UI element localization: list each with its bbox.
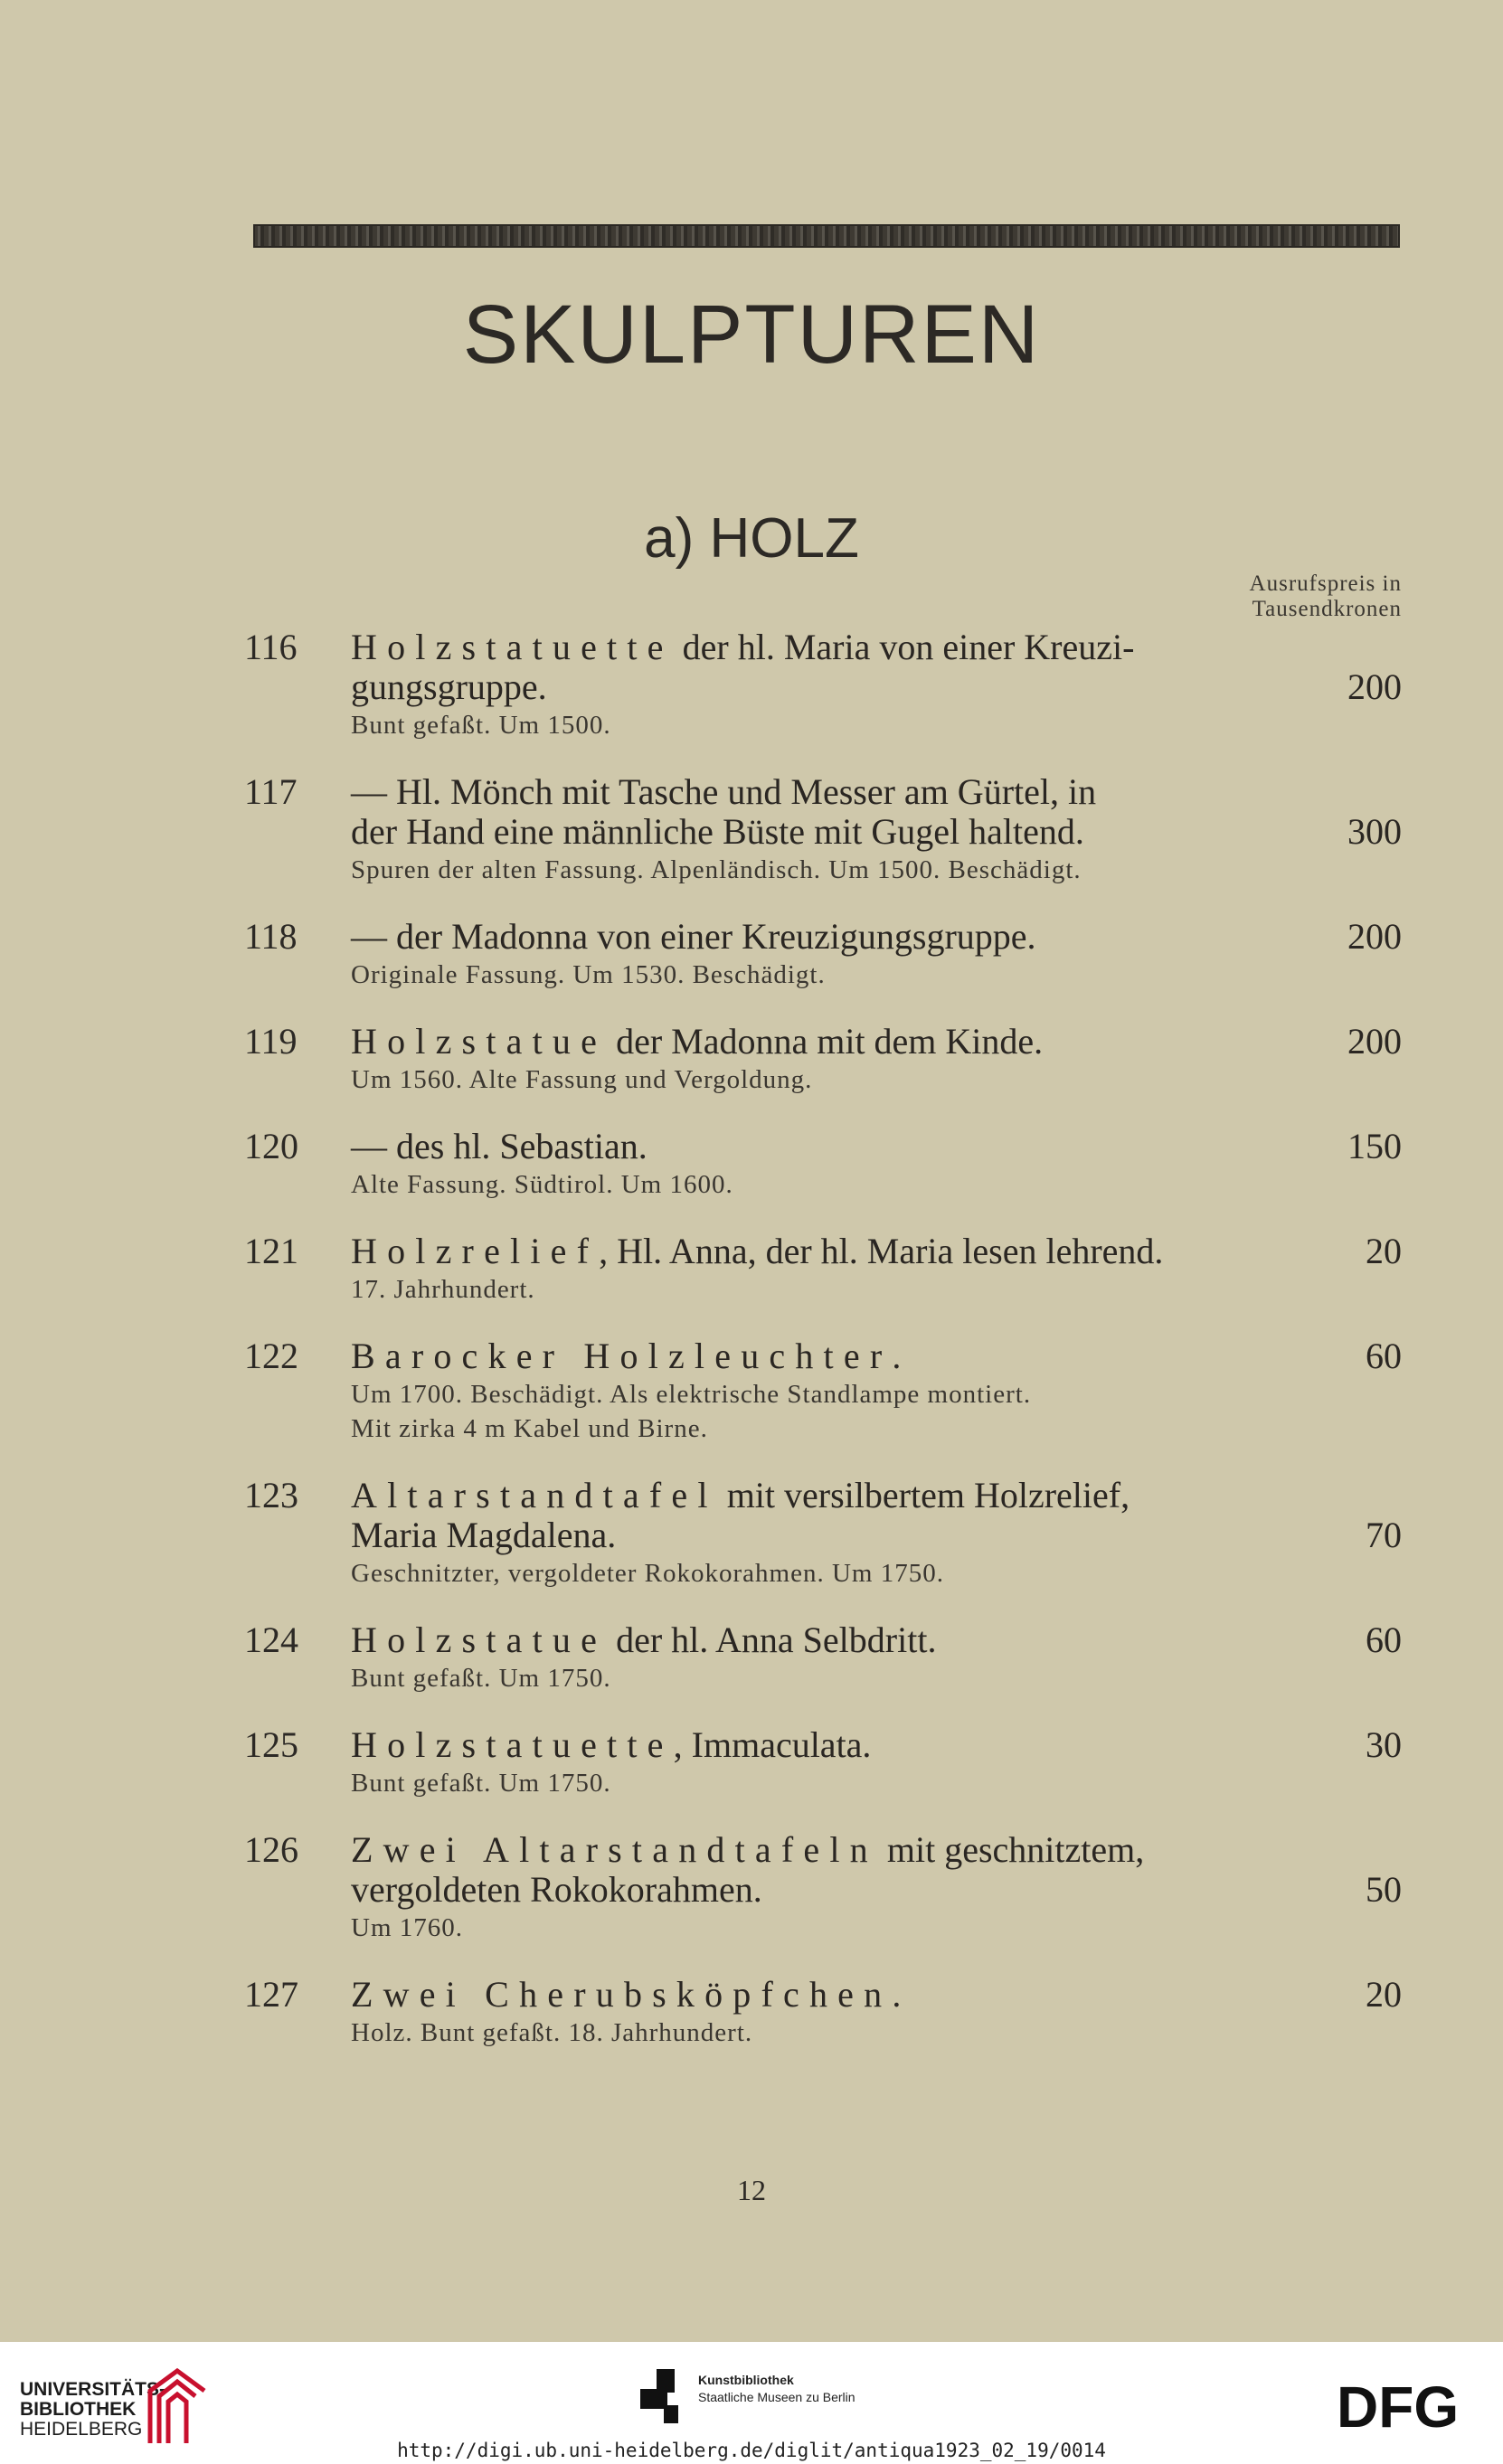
entry-number: 126: [244, 1829, 298, 1870]
entry-lead-term: Barocker Holzleuchter: [351, 1336, 893, 1376]
entry-lead-term: Holzstatue: [351, 1021, 608, 1062]
entry-description: Bunt gefaßt. Um 1750.: [351, 1664, 611, 1693]
entry-title-line: der Madonna mit dem Kinde.: [607, 1021, 1044, 1062]
catalog-entry: [244, 1232, 1402, 1306]
entry-price: 20: [1366, 1974, 1402, 2015]
entry-title: [351, 628, 1402, 707]
catalog-entry: [244, 772, 1402, 886]
entry-lead-term: Zwei Altarstandtafeln: [351, 1829, 878, 1870]
entry-number: 125: [244, 1724, 298, 1765]
entry-price: 200: [1347, 1021, 1402, 1062]
entry-title: [351, 917, 1402, 957]
entry-title-line: mit versilbertem Holzrelief,: [717, 1475, 1130, 1515]
entry-title: [351, 1620, 1402, 1660]
entry-number: 116: [244, 627, 298, 667]
entry-description: 17. Jahrhundert.: [351, 1275, 535, 1304]
catalog-entry: [244, 1830, 1402, 1944]
entry-title-line: Maria Magdalena.: [351, 1515, 617, 1555]
entry-description: Um 1700. Beschädigt. Als elektrische Standlampe montiert.: [351, 1380, 1032, 1409]
entry-description: Originale Fassung. Um 1530. Beschädigt.: [351, 960, 826, 989]
entry-number: 123: [244, 1475, 298, 1515]
entry-title-line: , Immaculata.: [673, 1724, 872, 1765]
entry-number: 127: [244, 1974, 298, 2015]
entry-title-line: der Hand eine männliche Büste mit Gugel haltend.: [351, 811, 1084, 852]
entry-price: 70: [1366, 1515, 1402, 1555]
entry-title-line: mit geschnitztem,: [877, 1829, 1145, 1870]
entry-price: 150: [1347, 1126, 1402, 1166]
catalog-entry: [244, 1725, 1402, 1799]
entry-title: [351, 1232, 1402, 1271]
entry-number: 122: [244, 1336, 298, 1376]
entry-description: Spuren der alten Fassung. Alpenländisch. Um 1500. Beschädigt.: [351, 855, 1082, 884]
catalog-entry: [244, 628, 1402, 741]
digitization-footer: [0, 2342, 1503, 2464]
entry-title: [351, 1022, 1402, 1062]
entry-title-line: .: [892, 1974, 902, 2015]
entry-number: 120: [244, 1126, 298, 1166]
entry-description: Holz. Bunt gefaßt. 18. Jahrhundert.: [351, 2018, 753, 2047]
entry-price: 300: [1347, 811, 1402, 852]
entry-lead-term: Holzstatuette: [351, 1724, 674, 1765]
entry-price: 30: [1366, 1724, 1402, 1765]
source-url[interactable]: http://digi.ub.uni-heidelberg.de/diglit/antiqua1923_02_19/0014: [397, 2440, 1106, 2461]
dfg-logo-text: DFG: [1337, 2378, 1460, 2434]
price-column-header: Ausrufspreis in Tausendkronen: [1249, 571, 1402, 621]
entry-title-line: vergoldeten Rokokorahmen.: [351, 1869, 762, 1910]
entry-lead-term: Holzstatue: [351, 1619, 608, 1660]
catalog-entry: [244, 1336, 1402, 1445]
entry-description: Bunt gefaßt. Um 1500.: [351, 711, 611, 740]
section-title: SKULPTUREN: [462, 288, 1041, 381]
entry-description: Mit zirka 4 m Kabel und Birne.: [351, 1414, 708, 1443]
entry-number: 118: [244, 916, 298, 957]
catalog-entry: [244, 1022, 1402, 1096]
entry-number: 119: [244, 1021, 298, 1062]
entry-title: [351, 1725, 1402, 1765]
entry-lead-term: Holzstatuette: [351, 627, 674, 667]
catalog-entry: [244, 1127, 1402, 1201]
entry-title: [351, 1830, 1402, 1910]
entry-title: [351, 1476, 1402, 1555]
entry-description: Um 1560. Alte Fassung und Vergoldung.: [351, 1065, 813, 1094]
subsection-title: a) HOLZ: [644, 507, 859, 570]
entry-title-line: gungsgruppe.: [351, 666, 547, 707]
catalog-entries: [244, 628, 1402, 2080]
entry-description: Bunt gefaßt. Um 1750.: [351, 1769, 611, 1798]
entry-lead-term: Holzrelief: [351, 1231, 600, 1271]
entry-title-line: — Hl. Mönch mit Tasche und Messer am Gürtel, in: [351, 771, 1097, 812]
catalog-entry: [244, 917, 1402, 991]
entry-number: 117: [244, 771, 298, 812]
entry-number: 121: [244, 1231, 298, 1271]
catalog-entry: [244, 1476, 1402, 1590]
entry-price: 200: [1347, 916, 1402, 957]
kunstbibliothek-label: Kunstbibliothek Staatliche Museen zu Berlin: [698, 2373, 855, 2404]
entry-description: Geschnitzter, vergoldeter Rokokorahmen. Um 1750.: [351, 1559, 944, 1588]
entry-price: 60: [1366, 1619, 1402, 1660]
entry-lead-term: Altarstandtafel: [351, 1475, 718, 1515]
entry-description: Um 1760.: [351, 1913, 463, 1942]
entry-price: 20: [1366, 1231, 1402, 1271]
ub-heidelberg-label: UNIVERSITÄTS- BIBLIOTHEK HEIDELBERG: [20, 2379, 166, 2440]
dfg-logo: [1337, 2378, 1485, 2434]
entry-price: 200: [1347, 666, 1402, 707]
entry-title-line: , Hl. Anna, der hl. Maria lesen lehrend.: [599, 1231, 1164, 1271]
entry-price: 60: [1366, 1336, 1402, 1376]
entry-title-line: der hl. Maria von einer Kreuzi-: [673, 627, 1135, 667]
entry-title-line: der hl. Anna Selbdritt.: [607, 1619, 937, 1660]
entry-title: [351, 1975, 1402, 2015]
kunstbibliothek-logo-icon: [640, 2369, 691, 2423]
catalog-entry: [244, 1620, 1402, 1695]
entry-number: 124: [244, 1619, 298, 1660]
entry-title-line: .: [892, 1336, 902, 1376]
entry-title: [351, 1336, 1402, 1376]
entry-title: [351, 1127, 1402, 1166]
entry-title-line: — der Madonna von einer Kreuzigungsgruppe.: [351, 916, 1036, 957]
ub-heidelberg-logo-icon: [145, 2364, 212, 2450]
entry-price: 50: [1366, 1869, 1402, 1910]
entry-lead-term: Zwei Cherubsköpfchen: [351, 1974, 893, 2015]
page-number: 12: [737, 2174, 766, 2206]
decorative-rule: [253, 224, 1400, 248]
entry-title-line: — des hl. Sebastian.: [351, 1126, 648, 1166]
entry-title: [351, 772, 1402, 852]
entry-description: Alte Fassung. Südtirol. Um 1600.: [351, 1170, 733, 1199]
catalog-entry: [244, 1975, 1402, 2049]
